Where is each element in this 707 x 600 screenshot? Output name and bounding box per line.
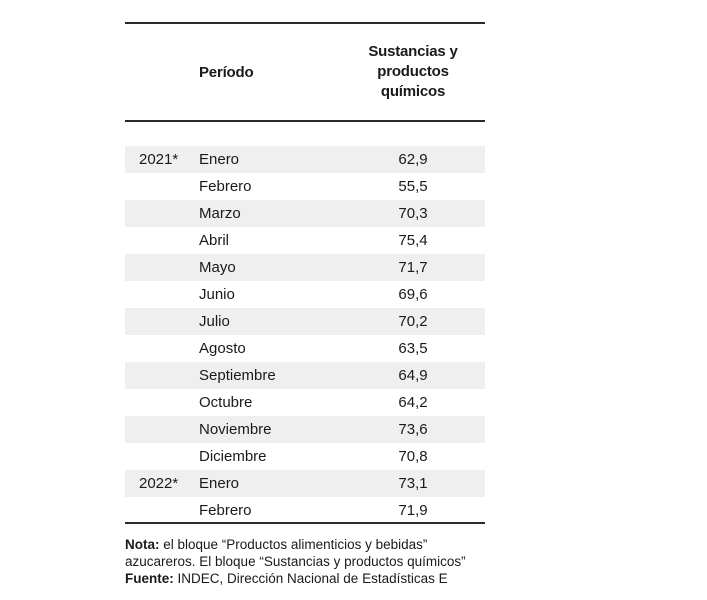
table-row [125, 227, 485, 254]
table-row [125, 416, 485, 443]
table-row [125, 308, 485, 335]
row-value: 71,9 [398, 502, 428, 519]
source-text: INDEC, Dirección Nacional de Estadísticas E [173, 571, 448, 586]
table-row [125, 389, 485, 416]
table-row [125, 146, 485, 173]
note-line [125, 536, 485, 553]
table-row [125, 497, 485, 524]
note-line: azucareros. El bloque “Sustancias y productos químicos” [125, 554, 466, 569]
row-month: Septiembre [199, 367, 276, 384]
row-month: Julio [199, 313, 230, 330]
row-month: Agosto [199, 340, 246, 357]
table-notes [125, 536, 485, 587]
table-row [125, 362, 485, 389]
table-row [125, 281, 485, 308]
table-row [125, 254, 485, 281]
row-month: Mayo [199, 259, 236, 276]
row-year: 2022* [139, 475, 179, 492]
table-body [125, 146, 485, 524]
row-value: 62,9 [398, 151, 428, 168]
row-value: 70,3 [398, 205, 428, 222]
row-month: Octubre [199, 394, 253, 411]
row-value: 69,6 [398, 286, 428, 303]
row-value: 63,5 [398, 340, 428, 357]
header-sustancias-line: Sustancias y [368, 43, 458, 60]
header-sustancias-line: productos [377, 63, 449, 80]
table-header-rule [125, 120, 485, 122]
source-line [125, 570, 485, 587]
table-row [125, 173, 485, 200]
header-sustancias [345, 42, 481, 102]
row-month: Abril [199, 232, 230, 249]
row-value: 55,5 [398, 178, 428, 195]
row-value: 70,2 [398, 313, 428, 330]
row-value: 73,1 [398, 475, 428, 492]
row-month: Noviembre [199, 421, 272, 438]
note-text: el bloque “Productos alimenticios y bebidas” [159, 537, 428, 552]
row-month: Marzo [199, 205, 241, 222]
row-value: 75,4 [398, 232, 428, 249]
row-value: 73,6 [398, 421, 428, 438]
row-value: 71,7 [398, 259, 428, 276]
row-value: 64,2 [398, 394, 428, 411]
table-top-rule [125, 22, 485, 24]
row-month: Junio [199, 286, 235, 303]
table-row [125, 200, 485, 227]
row-month: Diciembre [199, 448, 267, 465]
row-value: 70,8 [398, 448, 428, 465]
note-label: Nota: [125, 537, 160, 552]
table-bottom-rule [125, 522, 485, 524]
header-sustancias-line: químicos [380, 83, 446, 100]
row-value: 64,9 [398, 367, 428, 384]
table-row [125, 335, 485, 362]
row-month: Enero [199, 151, 240, 168]
table-row [125, 470, 485, 497]
row-month: Febrero [199, 502, 252, 519]
data-table [125, 22, 485, 525]
row-month: Enero [199, 475, 240, 492]
header-period: Período [199, 64, 254, 81]
row-year: 2021* [139, 151, 179, 168]
table-row [125, 443, 485, 470]
row-month: Febrero [199, 178, 252, 195]
source-label: Fuente: [125, 571, 174, 586]
